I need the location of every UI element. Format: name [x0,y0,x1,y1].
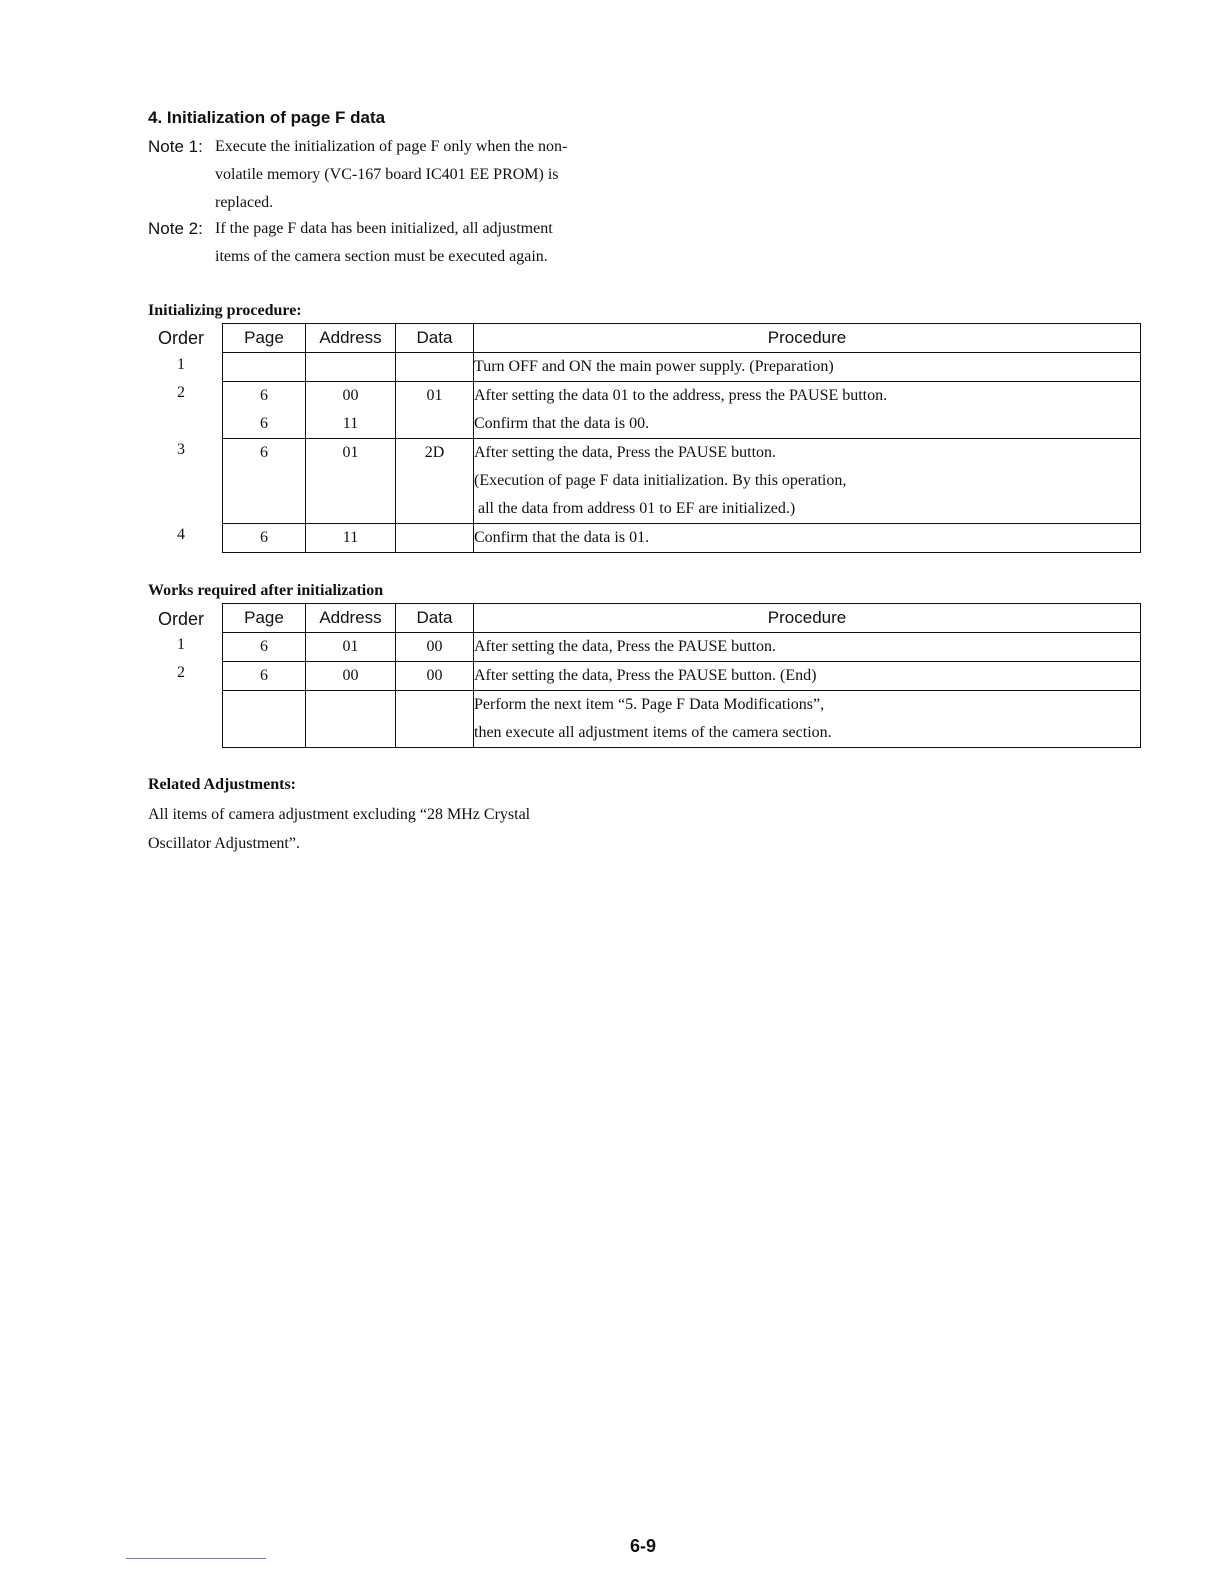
after-init-table [222,603,1141,748]
after-init-title: Works required after initialization [148,582,384,599]
note-2-line: If the page F data has been initialized, all adjustment [215,220,553,237]
table-row [223,691,1141,748]
address-cell: 11 [306,524,396,553]
related-adjustments-title: Related Adjustments: [148,776,296,793]
address-cell [306,691,396,748]
table-row [223,439,1141,524]
address-cell: 00 11 [306,382,396,439]
note-2-text [215,215,625,271]
data-cell: 2D [396,439,474,524]
note-1-text [215,133,625,217]
page-number: 6-9 [630,1536,657,1556]
init-order-cell: 3 [177,441,185,458]
data-cell [396,353,474,382]
address-header: Address [306,604,396,633]
procedure-cell: Confirm that the data is 01. [474,524,1141,553]
init-procedure-table [222,323,1141,553]
init-order-header: Order [158,328,205,348]
init-order-cell: 4 [177,526,185,543]
related-adjustments-text [148,800,648,858]
init-procedure-title: Initializing procedure: [148,302,302,319]
procedure-cell: After setting the data, Press the PAUSE button. [474,633,1141,662]
after-order-cell: 2 [177,664,185,681]
footer-rule [126,1558,266,1559]
note-2-line: items of the camera section must be executed again. [215,248,548,265]
table-row [223,633,1141,662]
page-header: Page [223,324,306,353]
data-cell: 00 [396,662,474,691]
related-line: All items of camera adjustment excluding “28 MHz Crystal [148,806,531,823]
data-cell [396,691,474,748]
page-cell: 6 [223,524,306,553]
procedure-header: Procedure [474,324,1141,353]
address-header: Address [306,324,396,353]
page-cell [223,353,306,382]
page-cell [223,691,306,748]
init-order-cell: 2 [177,384,185,401]
page-cell: 6 [223,662,306,691]
data-cell [396,524,474,553]
note-1-label: Note 1: [148,137,203,156]
address-cell: 01 [306,633,396,662]
note-1-line: volatile memory (VC-167 board IC401 EE PROM) is [215,166,559,183]
page-cell: 6 6 [223,382,306,439]
section-heading: 4. Initialization of page F data [148,108,386,127]
page-cell: 6 [223,439,306,524]
related-line: Oscillator Adjustment”. [148,835,300,852]
data-header: Data [396,604,474,633]
note-1-line: Execute the initialization of page F only when the non- [215,138,568,155]
procedure-cell: Turn OFF and ON the main power supply. (Preparation) [474,353,1141,382]
note-2-label: Note 2: [148,219,203,238]
table-row [223,382,1141,439]
init-order-cell: 1 [177,356,185,373]
table-header-row [223,324,1141,353]
procedure-header: Procedure [474,604,1141,633]
address-cell [306,353,396,382]
table-row [223,662,1141,691]
procedure-cell: After setting the data, Press the PAUSE button. (End) [474,662,1141,691]
after-order-cell: 1 [177,636,185,653]
table-header-row [223,604,1141,633]
table-row [223,353,1141,382]
page-header: Page [223,604,306,633]
data-cell: 01 [396,382,474,439]
address-cell: 01 [306,439,396,524]
procedure-cell: After setting the data, Press the PAUSE button. (Execution of page F data initialization. By this operation, all the data from address 01 to EF are initialized.) [474,439,1141,524]
note-1-line: replaced. [215,194,274,211]
data-cell: 00 [396,633,474,662]
procedure-cell: After setting the data 01 to the address, press the PAUSE button. Confirm that the data is 00. [474,382,1141,439]
data-header: Data [396,324,474,353]
procedure-cell: Perform the next item “5. Page F Data Modifications”, then execute all adjustment items of the camera section. [474,691,1141,748]
table-row [223,524,1141,553]
address-cell: 00 [306,662,396,691]
page-cell: 6 [223,633,306,662]
after-order-header: Order [158,609,205,629]
